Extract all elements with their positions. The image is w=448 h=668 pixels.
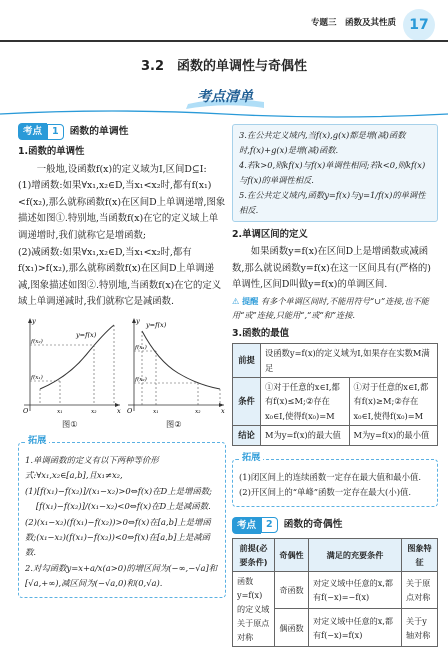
table-row [233,571,438,609]
even-graph: 关于y轴对称 [402,609,438,647]
extension-box-1 [18,434,226,598]
fig2-fx2: f(x₂) [135,376,147,383]
col-graph: 图象特征 [402,538,438,571]
odd-graph: 关于原点对称 [402,571,438,609]
fig1-x: x [117,406,121,415]
s1-intro: 一般地,设函数f(x)的定义域为I,区间D⊆I: [36,163,207,175]
even-label: 偶函数 [275,609,309,647]
fig1-fx2: f(x₂) [31,338,43,345]
kd1-heading [18,123,226,140]
fig2-o: O [127,406,133,415]
odd-condition: 对定义域中任意的x,都有f(−x)=−f(x) [309,571,402,609]
fig2-fx1: f(x₁) [135,344,147,351]
premise-label: 前提 [233,344,261,378]
parity-premise: 函数y=f(x)的定义域关于原点对称 [233,571,275,646]
even-condition: 对定义域中任意的x,都有f(−x)=f(x) [309,609,402,647]
property-box [232,124,438,222]
premise-cell: 设函数y=f(x)的定义域为I,如果存在实数M满足 [261,344,438,378]
left-column [18,118,226,598]
kd2-label: 考点 [232,517,261,534]
chapter-title: 3.2 函数的单调性与奇偶性 [140,59,308,74]
fig1-o: O [23,406,29,415]
ext2-line2: (2)开区间上的“单峰”函数一定存在最大(小)值. [239,487,411,498]
table-row [233,426,438,445]
fig2-x: x [221,406,225,415]
ext1-line4: (2)(x₁−x₂)(f(x₁)−f(x₂))>0⇔f(x)在[a,b]上是增函数;(x₁−x₂)(f(x₁)−f(x₂))<0⇔f(x)在[a,b]上是减函数. [25,516,211,558]
fig1-y: y [32,316,36,325]
table-row [233,344,438,378]
condition-label: 条件 [233,378,261,426]
extension-tag-2: 拓展 [239,451,263,466]
col-condition: 满足的充要条件 [309,538,402,571]
banner-text: 考点清单 [197,89,253,105]
condition-max: ①对于任意的x∈I,都有f(x)≤M;②存在x₀∈I,使得f(x₀)=M [261,378,350,426]
fig1-x2: x₂ [91,408,97,415]
condition-min: ①对于任意的x∈I,都有f(x)≥M;②存在x₀∈I,使得f(x₀)=M [349,378,438,426]
fig2-x1: x₁ [153,408,159,415]
s1-heading: 1.函数的单调性 [18,146,85,158]
rbox-line1: 3.在公共定义域内,当f(x),g(x)都是增(减)函数时,f(x)+g(x)是增(减)函数. [239,130,406,155]
reminder-text: 有多个单调区间时,不能用符号“∪”连接,也不能用“或”连接,只能用“,”或“和”连接. [232,296,429,321]
s2-paragraph: 如果函数y=f(x)在区间D上是增函数或减函数,那么就说函数y=f(x)在这一区间具有(严格的)单调性,区间D叫做y=f(x)的单调区间. [232,246,431,291]
banner [180,82,270,110]
graph-figures [18,315,226,415]
figure-2 [127,317,225,415]
s1-decreasing: (2)减函数:如果∀x₁,x₂∈D,当x₁<x₂时,都有f(x₁)>f(x₂),那么就称函数f(x)在区间D上单调递减,图象描述如图②.特别地,当函数f(x)在它的定义域上单调递减时,我们就称它是减函数. [18,246,222,308]
figure-2-caption: 图② [166,418,182,429]
s1-increasing: (1)增函数:如果∀x₁,x₂∈D,当x₁<x₂时,都有f(x₁)<f(x₂),那么就称函数f(x)在区间D上单调递增,图象描述如图①.特别地,当函数f(x)在它的定义域上单调递增时,我们就称它是增函数; [18,180,226,241]
ext2-line1: (1)闭区间上的连续函数一定存在最大值和最小值. [239,471,422,482]
fig1-x1: x₁ [57,408,63,415]
rbox-line3: 5.在公共定义域内,函数y=f(x)与y=1/f(x)的单调性相反. [239,190,426,215]
extremum-table [232,343,438,445]
kd2-heading [232,517,438,534]
decor-wave [0,108,448,118]
conclusion-min: M为y=f(x)的最小值 [349,426,438,445]
fig1-fx1: f(x₁) [31,374,43,381]
reminder-tag: 提醒 [241,296,259,307]
kd1-label: 考点 [18,123,47,140]
fig1-fx: y=f(x) [76,330,97,339]
kd1-number: 1 [47,124,64,140]
odd-label: 奇函数 [275,571,309,609]
kd2-number: 2 [261,517,278,533]
ext1-line3: [f(x₁)−f(x₂)]/(x₁−x₂)<0⇔f(x)在D上是减函数. [35,501,211,512]
header-rule [0,40,448,42]
extension-box-2 [232,451,438,507]
table-row [233,378,438,426]
ext1-line5: 2.对勾函数y=x+a/x(a>0)的增区间为(−∞,−√a]和[√a,+∞),减区间为(−√a,0)和(0,√a). [25,562,218,589]
col-premise: 前提(必要条件) [233,538,275,571]
conclusion-max: M为y=f(x)的最大值 [261,426,350,445]
table-header-row [233,538,438,571]
page-header [0,0,448,44]
figure-1 [23,317,121,415]
rbox-line2: 4.若k>0,则kf(x)与f(x)单调性相同;若k<0,则kf(x)与f(x)的单调性相反. [239,160,426,185]
fig2-y: y [136,316,140,325]
ext1-line1: 1.单调函数的定义有以下两种等价形式:∀x₁,x₂∈[a,b],且x₁≠x₂, [25,454,159,481]
header-topic: 专题三 函数及其性质 [310,18,396,28]
col-parity: 奇偶性 [275,538,309,571]
parity-table [232,538,438,647]
extension-tag-1: 拓展 [25,434,49,449]
fig2-x2: x₂ [195,408,201,415]
page-number: 17 [403,9,435,41]
s2-reminder [232,294,438,322]
s2-heading: 2.单调区间的定义 [232,229,308,240]
kd1-title: 函数的单调性 [69,125,129,137]
right-column [232,124,438,647]
figures [18,315,226,431]
s3-heading: 3.函数的最值 [232,328,289,340]
fig2-fx: y=f(x) [146,320,167,329]
ext1-line2: (1)[f(x₁)−f(x₂)]/(x₁−x₂)>0⇔f(x)在D上是增函数; [25,485,212,496]
figure-1-caption: 图① [62,418,78,429]
kd2-title: 函数的奇偶性 [283,519,343,531]
warning-icon: ⚠ [232,296,240,307]
conclusion-label: 结论 [233,426,261,445]
